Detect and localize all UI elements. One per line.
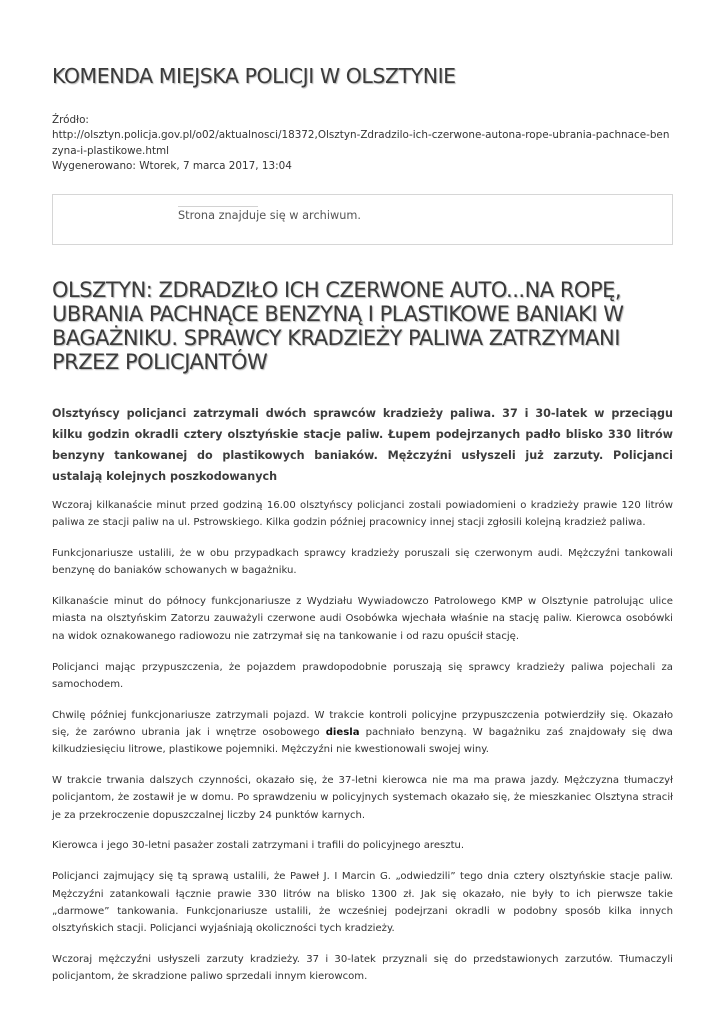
- article-body: [52, 497, 673, 999]
- article-paragraph: Policjanci mając przypuszczenia, że pojazdem prawdopodobnie poruszają się sprawcy kradzieży paliwa pojechali za samochodem.: [52, 661, 673, 690]
- archive-notice-box: [52, 194, 673, 245]
- article-paragraph: Funkcjonariusze ustalili, że w obu przypadkach sprawcy kradzieży poruszali się czerwonym audi. Mężczyźni tankowali benzynę do baniaków schowanych w bagażniku.: [52, 548, 673, 577]
- article-paragraph: Kierowca i jego 30-letni pasażer zostali zatrzymani i trafili do policyjnego aresztu.: [52, 840, 465, 852]
- paragraph-text: pachniało benzyną. W bagażniku zaś znajdowały się dwa kilkudziesięciu litrowe, plastikowe pojemniki. Mężczyźni nie kwestionowali swojej winy.: [52, 726, 673, 756]
- generated-date: Wygenerowano: Wtorek, 7 marca 2017, 13:04: [52, 159, 292, 172]
- source-info: [52, 113, 673, 174]
- source-label: Źródło:: [52, 114, 89, 126]
- article-paragraph: [52, 707, 673, 759]
- archive-notice: Strona znajduje się w archiwum.: [178, 209, 361, 222]
- bold-term: diesla: [325, 726, 360, 738]
- source-url[interactable]: http://olsztyn.policja.gov.pl/o02/aktualnosci/18372,Olsztyn-Zdradzilo-ich-czerwone-autona-rope-ubrania-pachnace-benzyna-i-plastikowe.html: [52, 129, 670, 157]
- article-paragraph: Policjanci zajmujący się tą sprawą ustalili, że Paweł J. I Marcin G. „odwiedzili” tego dnia cztery olsztyńskie stacje paliw. Mężczyźni zatankowali łącznie prawie 330 litrów na blisko 1300 zł. Jak się okazało, nie były to ich pierwsze takie „darmowe” tankowania. Funkcjonariusze ustalili, że wcześniej podejrzani okradli w podobny sposób kilka innych olsztyńskich stacji. Policjanci wyjaśniają okoliczności tych kradzieży.: [52, 871, 673, 935]
- article-title: OLSZTYN: ZDRADZIŁO ICH CZERWONE AUTO...NA ROPĘ, UBRANIA PACHNĄCE BENZYNĄ I PLASTIKOWE BANIAKI W BAGAŻNIKU. SPRAWCY KRADZIEŻY PALIWA ZATRZYMANI PRZEZ POLICJANTÓW: [52, 278, 624, 374]
- site-title: KOMENDA MIEJSKA POLICJI W OLSZTYNIE: [52, 64, 456, 88]
- article-paragraph: Kilkanaście minut do północy funkcjonariusze z Wydziału Wywiadowczo Patrolowego KMP w Olsztynie patrolując ulice miasta na olsztyńskim Zatorzu zauważyli czerwone audi Osobówka wjechała właśnie na stację paliw. Kierowca osobówki na widok oznakowanego radiowozu nie zatrzymał się na tankowanie i od razu opuścił stację.: [52, 596, 673, 642]
- article-paragraph: Wczoraj kilkanaście minut przed godziną 16.00 olsztyńscy policjanci zostali powiadomieni o kradzieży prawie 120 litrów paliwa ze stacji paliw na ul. Pstrowskiego. Kilka godzin później pracownicy innej stacji zgłosili kolejną kradzież paliwa.: [52, 500, 673, 529]
- article-paragraph: Wczoraj mężczyźni usłyszeli zarzuty kradzieży. 37 i 30-latek przyznali się do przedstawionych zarzutów. Tłumaczyli policjantom, że skradzione paliwo sprzedali innym kierowcom.: [52, 953, 673, 983]
- article-paragraph: W trakcie trwania dalszych czynności, okazało się, że 37-letni kierowca nie ma ma prawa jazdy. Mężczyzna tłumaczył policjantom, że zostawił je w domu. Po sprawdzeniu w policyjnych systemach okazało się, że mieszkaniec Olsztyna stracił je za przekroczenie dopuszczalnej liczby 24 punktów karnych.: [52, 775, 673, 821]
- archive-divider: [178, 206, 258, 207]
- article-lead: Olsztyńscy policjanci zatrzymali dwóch sprawców kradzieży paliwa. 37 i 30-latek w przeciągu kilku godzin okradli cztery olsztyńskie stacje paliw. Łupem podejrzanych padło blisko 330 litrów benzyny tankowanej do plastikowych baniaków. Mężczyźni usłyszeli już zarzuty. Policjanci ustalają kolejnych poszkodowanych: [52, 407, 673, 483]
- paragraph-text: Chwilę później funkcjonariusze zatrzymali pojazd. W trakcie kontroli policyjne przypuszczenia potwierdziły się. Okazało się, że zarówno ubrania jak i wnętrze osobowego: [52, 709, 673, 738]
